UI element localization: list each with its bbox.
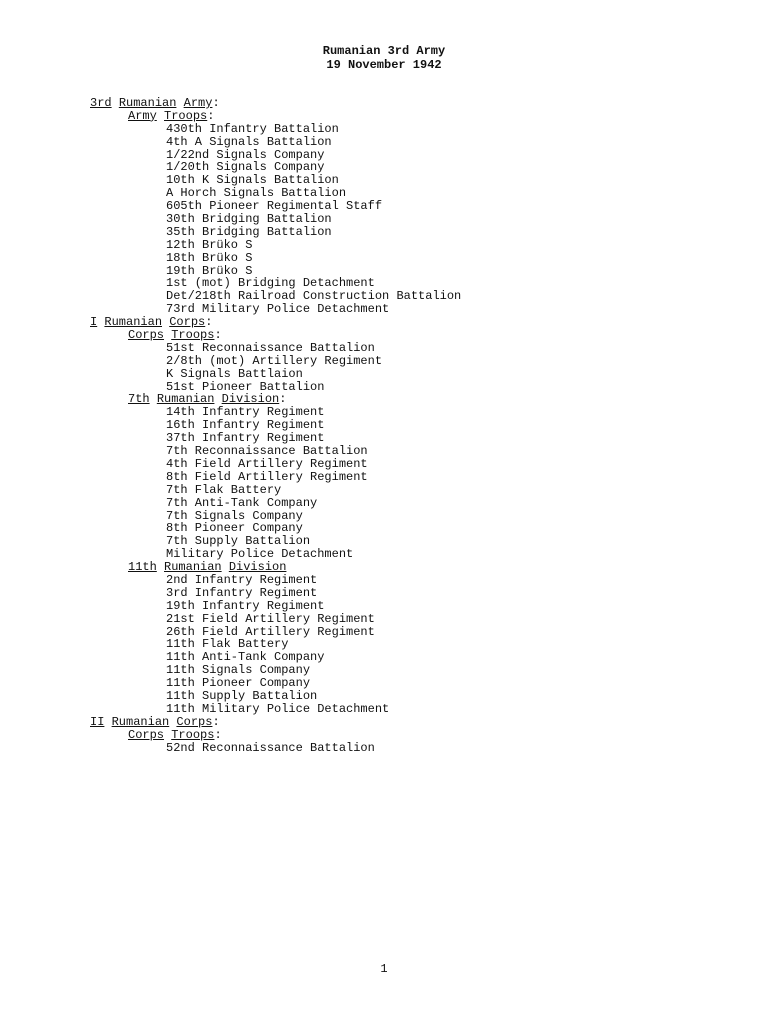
heading-word: 11th [128,560,157,575]
document-header [0,44,768,72]
unit-entry: 51st Reconnaissance Battalion [166,340,375,355]
unit-entry: 8th Pioneer Company [166,521,303,536]
page-number: 1 [380,962,388,976]
unit-entry: K Signals Battlaion [166,366,303,381]
heading-word: Corps [176,714,213,729]
unit-entry: 7th Anti-Tank Company [166,495,318,510]
unit-entry: 11th Anti-Tank Company [166,650,325,665]
unit-entry: 30th Bridging Battalion [166,212,332,227]
heading-word: Rumanian [164,560,222,575]
unit-entry: 10th K Signals Battalion [166,173,339,188]
unit-entry: 16th Infantry Regiment [166,418,325,433]
unit-entry: 11th Flak Battery [166,637,289,652]
unit-entry: 7th Reconnaissance Battalion [166,444,368,459]
unit-entry: 2nd Infantry Regiment [166,572,318,587]
unit-entry: 11th Signals Company [166,663,311,678]
unit-entry: Det/218th Railroad Construction Battalion [166,289,462,304]
unit-entry: 11th Pioneer Company [166,676,311,691]
unit-entry: 1/20th Signals Company [166,160,325,175]
heading-word: Army [183,96,213,110]
unit-entry: A Horch Signals Battalion [166,186,347,201]
unit-entry: 18th Brüko S [166,250,253,265]
document-title: Rumanian 3rd Army [322,44,446,58]
heading-suffix: : [207,108,215,123]
heading-suffix: : [214,328,222,343]
heading-word: II [90,714,105,729]
unit-entry: 73rd Military Police Detachment [166,302,390,317]
unit-entry: 1/22nd Signals Company [166,147,325,162]
heading-word: Corps [169,315,206,330]
heading-word: Division [221,392,280,407]
unit-entry: 35th Bridging Battalion [166,224,332,239]
heading-word: Troops [164,108,208,123]
unit-entry: 605th Pioneer Regimental Staff [166,199,383,214]
unit-entry: 3rd Infantry Regiment [166,585,318,600]
unit-entry: 4th A Signals Battalion [166,134,332,149]
unit-entry: 7th Flak Battery [166,482,282,497]
heading-suffix: : [212,96,220,110]
heading-word: Rumanian [156,392,215,407]
unit-entry: 21st Field Artillery Regiment [166,611,375,626]
unit-entry: 51st Pioneer Battalion [166,379,325,394]
heading-suffix: : [214,727,222,742]
order-of-battle-outline [90,97,750,754]
heading-suffix: : [279,392,287,407]
unit-entry: 8th Field Artillery Regiment [166,469,368,484]
unit-entry: 19th Infantry Regiment [166,598,325,613]
unit-entry: 19th Brüko S [166,263,253,278]
unit-entry: 7th Supply Battalion [166,534,311,549]
heading-word: Troops [171,328,215,343]
heading-word: Corps [128,328,165,343]
unit-entry: 26th Field Artillery Regiment [166,624,375,639]
unit-entry: 2/8th (mot) Artillery Regiment [166,353,383,368]
unit-group-heading [90,329,750,342]
heading-word: I [90,315,98,330]
unit-entry: Military Police Detachment [166,547,354,562]
unit-entry: 4th Field Artillery Regiment [166,456,368,471]
heading-word: Division [228,560,287,575]
heading-word: Rumanian [111,714,170,729]
unit-group-heading [90,729,750,742]
unit-entry: 7th Signals Company [166,508,303,523]
document-date: 19 November 1942 [326,58,442,72]
heading-word: Army [128,108,157,123]
heading-suffix: : [205,315,213,330]
unit-entry: 37th Infantry Regiment [166,431,325,446]
unit-group-heading [90,110,750,123]
unit-entry: 1st (mot) Bridging Detachment [166,276,375,291]
unit-entry: 12th Brüko S [166,237,253,252]
unit-entry: 14th Infantry Regiment [166,405,325,420]
heading-word: Troops [171,727,215,742]
heading-word: Rumanian [104,315,163,330]
unit-entry: 11th Supply Battalion [166,688,318,703]
unit-entry: 11th Military Police Detachment [166,701,390,716]
heading-word: Corps [128,727,165,742]
heading-suffix: : [212,714,220,729]
unit-entry: 430th Infantry Battalion [166,121,339,136]
heading-word: 7th [128,392,150,407]
heading-word: Rumanian [118,96,177,110]
heading-word: 3rd [90,96,112,110]
unit-entry: 52nd Reconnaissance Battalion [166,740,375,755]
